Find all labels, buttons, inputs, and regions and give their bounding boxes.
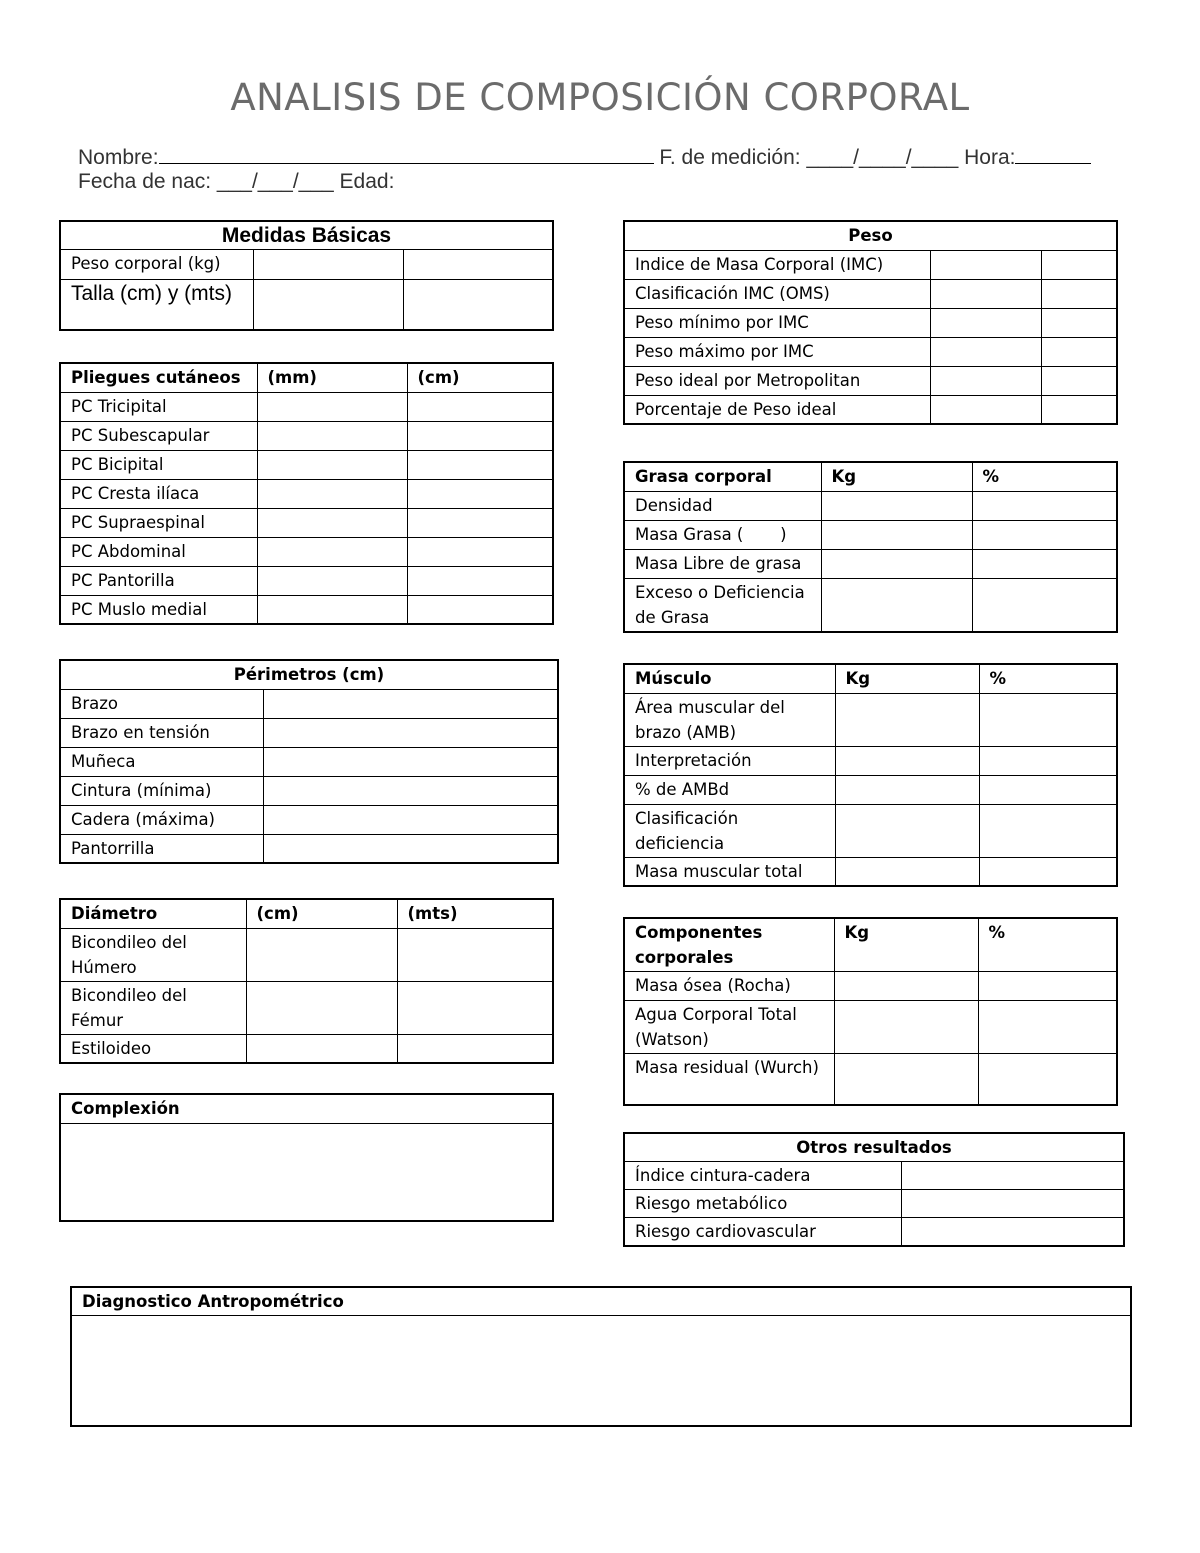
cell[interactable] (978, 1054, 1117, 1105)
percent-header: % (979, 664, 1117, 693)
table-row-label: Brazo en tensión (60, 718, 263, 747)
table-row-label: Agua Corporal Total (Watson) (624, 1001, 834, 1054)
table-row-label: PC Tricipital (60, 392, 257, 421)
diametro-table (59, 898, 554, 1064)
kg-header: Kg (821, 462, 972, 491)
cell[interactable] (253, 280, 403, 330)
cell[interactable] (930, 337, 1041, 366)
table-row-label: Bicondileo del Húmero (60, 928, 246, 981)
table-row-label: Peso mínimo por IMC (624, 308, 930, 337)
table-row-label: Clasificación deficiencia (624, 804, 835, 857)
basicas-title: Medidas Básicas (60, 221, 553, 250)
nac-label: Fecha de nac: ___/___/___ (78, 170, 334, 193)
table-row-label: Exceso o Deficiencia de Grasa (624, 578, 821, 632)
basicas-table (59, 220, 554, 331)
cell[interactable] (835, 775, 979, 804)
pliegues-table (59, 362, 554, 625)
cell[interactable] (257, 421, 407, 450)
cell[interactable] (397, 981, 553, 1034)
table-row-label: Masa residual (Wurch) (624, 1054, 834, 1105)
cm-header: (cm) (246, 899, 397, 928)
cell[interactable] (978, 972, 1117, 1001)
cell[interactable] (979, 857, 1117, 886)
cell[interactable] (263, 747, 558, 776)
cell[interactable] (1041, 395, 1117, 424)
cell[interactable] (821, 549, 972, 578)
table-row-label: Masa ósea (Rocha) (624, 972, 834, 1001)
percent-header: % (972, 462, 1117, 491)
table-row-label: Indice de Masa Corporal (IMC) (624, 250, 930, 279)
table-row-label: % de AMBd (624, 775, 835, 804)
page-title: ANALISIS DE COMPOSICIÓN CORPORAL (230, 76, 970, 119)
cell[interactable] (257, 537, 407, 566)
cell[interactable] (979, 804, 1117, 857)
table-row-label: Pantorrilla (60, 834, 263, 863)
table-row-label: Cintura (mínima) (60, 776, 263, 805)
cell[interactable] (835, 804, 979, 857)
cell[interactable] (407, 479, 553, 508)
table-row-label: Riesgo metabólico (624, 1190, 901, 1218)
table-row-label: PC Muslo medial (60, 595, 257, 624)
cell[interactable] (834, 1001, 978, 1054)
table-row-label: Masa Grasa ( ) (624, 520, 821, 549)
cell[interactable] (257, 595, 407, 624)
table-row-label: PC Abdominal (60, 537, 257, 566)
cell[interactable] (821, 520, 972, 549)
cell[interactable] (263, 805, 558, 834)
table-row-label: PC Bicipital (60, 450, 257, 479)
musculo-header: Músculo (624, 664, 835, 693)
cell[interactable] (257, 392, 407, 421)
cell[interactable] (930, 250, 1041, 279)
table-row-label: PC Supraespinal (60, 508, 257, 537)
peso-table (623, 220, 1118, 425)
cell[interactable] (930, 308, 1041, 337)
cell[interactable] (407, 421, 553, 450)
kg-header: Kg (834, 918, 978, 972)
otros-title: Otros resultados (624, 1133, 1124, 1162)
cell[interactable] (403, 280, 553, 330)
cell[interactable] (901, 1218, 1124, 1247)
otros-table (623, 1132, 1125, 1247)
cell[interactable] (834, 972, 978, 1001)
table-row-label: Área muscular del brazo (AMB) (624, 693, 835, 746)
complexion-table (59, 1093, 554, 1222)
componentes-header: Componentes corporales (624, 918, 834, 972)
cell[interactable] (257, 450, 407, 479)
hora-field[interactable] (1015, 143, 1091, 164)
cell[interactable] (821, 578, 972, 632)
cell[interactable] (972, 578, 1117, 632)
percent-header: % (978, 918, 1117, 972)
cell[interactable] (972, 520, 1117, 549)
cell[interactable] (257, 566, 407, 595)
table-row-label: Interpretación (624, 746, 835, 775)
table-row-label: Masa Libre de grasa (624, 549, 821, 578)
diagnostico-title: Diagnostico Antropométrico (71, 1287, 1131, 1316)
cell[interactable] (1041, 308, 1117, 337)
cell[interactable] (257, 508, 407, 537)
cell[interactable] (403, 250, 553, 280)
cell[interactable] (263, 834, 558, 863)
cell[interactable] (407, 566, 553, 595)
nombre-field[interactable] (159, 143, 654, 164)
cell[interactable] (835, 857, 979, 886)
cell[interactable] (930, 279, 1041, 308)
cell[interactable] (246, 1034, 397, 1063)
table-row-label: Porcentaje de Peso ideal (624, 395, 930, 424)
cell[interactable] (397, 1034, 553, 1063)
hora-label: Hora: (964, 146, 1016, 169)
cell[interactable] (835, 693, 979, 746)
cell[interactable] (972, 549, 1117, 578)
pliegues-header: Pliegues cutáneos (60, 363, 257, 392)
cell[interactable] (979, 693, 1117, 746)
cell[interactable] (246, 928, 397, 981)
table-row-label: PC Cresta ilíaca (60, 479, 257, 508)
cell[interactable] (1041, 279, 1117, 308)
cell[interactable] (835, 746, 979, 775)
header-line-1 (78, 143, 1091, 170)
perimetros-title: Périmetros (cm) (60, 660, 558, 689)
componentes-table (623, 917, 1118, 1106)
cell[interactable] (246, 981, 397, 1034)
talla-label: Talla (cm) y (mts) (60, 280, 253, 330)
nombre-label: Nombre: (78, 146, 159, 169)
cell[interactable] (407, 537, 553, 566)
table-row-label: Peso ideal por Metropolitan (624, 366, 930, 395)
peso-corporal-label: Peso corporal (kg) (60, 250, 253, 280)
table-row-label: Brazo (60, 689, 263, 718)
mts-header: (mts) (397, 899, 553, 928)
peso-title: Peso (624, 221, 1117, 250)
complexion-title: Complexión (60, 1094, 553, 1123)
cell[interactable] (253, 250, 403, 280)
perimetros-table (59, 659, 559, 864)
cell[interactable] (930, 395, 1041, 424)
table-row-label: Densidad (624, 491, 821, 520)
cm-header: (cm) (407, 363, 553, 392)
table-row-label: PC Pantorilla (60, 566, 257, 595)
table-row-label: PC Subescapular (60, 421, 257, 450)
medicion-label: F. de medición: ____/____/____ (659, 146, 959, 169)
cell[interactable] (257, 479, 407, 508)
table-row-label: Peso máximo por IMC (624, 337, 930, 366)
cell[interactable] (930, 366, 1041, 395)
cell[interactable] (263, 776, 558, 805)
cell[interactable] (263, 718, 558, 747)
table-row-label: Índice cintura-cadera (624, 1162, 901, 1190)
table-row-label: Cadera (máxima) (60, 805, 263, 834)
cell[interactable] (1041, 366, 1117, 395)
cell[interactable] (821, 491, 972, 520)
cell[interactable] (407, 508, 553, 537)
musculo-table (623, 663, 1118, 887)
complexion-field[interactable] (60, 1123, 553, 1221)
table-row-label: Clasificación IMC (OMS) (624, 279, 930, 308)
table-row-label: Bicondileo del Fémur (60, 981, 246, 1034)
grasa-header: Grasa corporal (624, 462, 821, 491)
cell[interactable] (901, 1162, 1124, 1190)
cell[interactable] (263, 689, 558, 718)
table-row-label: Estiloideo (60, 1034, 246, 1063)
diagnostico-field[interactable] (71, 1316, 1131, 1426)
header-line-2 (78, 170, 394, 194)
cell[interactable] (979, 746, 1117, 775)
cell[interactable] (407, 392, 553, 421)
table-row-label: Riesgo cardiovascular (624, 1218, 901, 1247)
cell[interactable] (1041, 337, 1117, 366)
cell[interactable] (407, 595, 553, 624)
cell[interactable] (972, 491, 1117, 520)
cell[interactable] (834, 1054, 978, 1105)
cell[interactable] (978, 1001, 1117, 1054)
kg-header: Kg (835, 664, 979, 693)
edad-label: Edad: (339, 170, 395, 193)
mm-header: (mm) (257, 363, 407, 392)
table-row-label: Masa muscular total (624, 857, 835, 886)
cell[interactable] (397, 928, 553, 981)
table-row-label: Muñeca (60, 747, 263, 776)
cell[interactable] (979, 775, 1117, 804)
cell[interactable] (901, 1190, 1124, 1218)
diagnostico-table (70, 1286, 1132, 1427)
cell[interactable] (1041, 250, 1117, 279)
cell[interactable] (407, 450, 553, 479)
grasa-table (623, 461, 1118, 633)
diametro-header: Diámetro (60, 899, 246, 928)
